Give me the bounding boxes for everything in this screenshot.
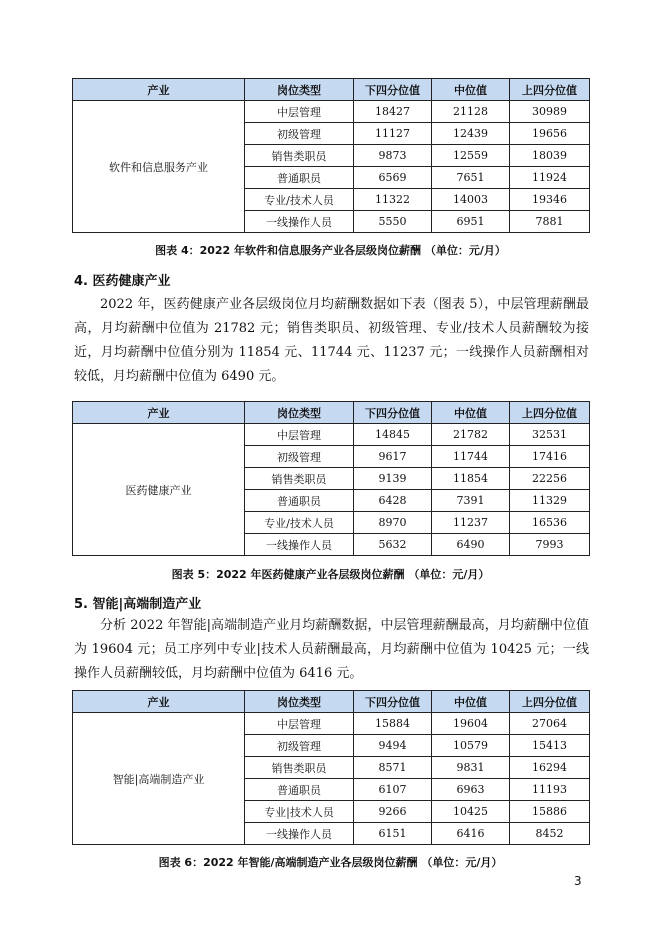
- median-cell: 12439: [432, 123, 510, 145]
- lower-quartile-cell: 15884: [354, 713, 432, 735]
- lower-quartile-cell: 18427: [354, 101, 432, 123]
- position-cell: 销售类职员: [245, 757, 354, 779]
- industry-cell: 医药健康产业: [73, 424, 245, 556]
- lower-quartile-cell: 6151: [354, 823, 432, 845]
- position-cell: 中层管理: [245, 101, 354, 123]
- position-cell: 专业|技术人员: [245, 801, 354, 823]
- header-industry: 产业: [73, 402, 245, 424]
- lower-quartile-cell: 14845: [354, 424, 432, 446]
- upper-quartile-cell: 19346: [510, 189, 590, 211]
- position-cell: 初级管理: [245, 735, 354, 757]
- section-heading: 4. 医药健康产业: [74, 274, 171, 289]
- median-cell: 7651: [432, 167, 510, 189]
- upper-quartile-cell: 16294: [510, 757, 590, 779]
- median-cell: 11237: [432, 512, 510, 534]
- position-cell: 专业/技术人员: [245, 189, 354, 211]
- position-cell: 销售类职员: [245, 468, 354, 490]
- header-upper-quartile: 上四分位值: [510, 79, 590, 101]
- salary-table-pharma: [72, 401, 590, 556]
- upper-quartile-cell: 19656: [510, 123, 590, 145]
- upper-quartile-cell: 11193: [510, 779, 590, 801]
- median-cell: 21782: [432, 424, 510, 446]
- header-position-type: 岗位类型: [245, 402, 354, 424]
- position-cell: 普通职员: [245, 167, 354, 189]
- lower-quartile-cell: 11322: [354, 189, 432, 211]
- median-cell: 6963: [432, 779, 510, 801]
- salary-table-manufacturing: [72, 690, 590, 845]
- header-median: 中位值: [432, 402, 510, 424]
- header-lower-quartile: 下四分位值: [354, 691, 432, 713]
- median-cell: 11854: [432, 468, 510, 490]
- upper-quartile-cell: 30989: [510, 101, 590, 123]
- lower-quartile-cell: 9139: [354, 468, 432, 490]
- position-cell: 普通职员: [245, 490, 354, 512]
- position-cell: 专业/技术人员: [245, 512, 354, 534]
- salary-table-software: [72, 78, 590, 233]
- table-caption: 图表 5：2022 年医药健康产业各层级岗位薪酬 （单位：元/月）: [171, 568, 490, 581]
- upper-quartile-cell: 16536: [510, 512, 590, 534]
- median-cell: 10579: [432, 735, 510, 757]
- lower-quartile-cell: 6107: [354, 779, 432, 801]
- section-paragraph: [74, 293, 589, 389]
- upper-quartile-cell: 18039: [510, 145, 590, 167]
- upper-quartile-cell: 7881: [510, 211, 590, 233]
- median-cell: 6490: [432, 534, 510, 556]
- header-upper-quartile: 上四分位值: [510, 402, 590, 424]
- header-industry: 产业: [73, 79, 245, 101]
- median-cell: 11744: [432, 446, 510, 468]
- industry-cell: 智能|高端制造产业: [73, 713, 245, 845]
- table-row: [73, 101, 590, 123]
- upper-quartile-cell: 15413: [510, 735, 590, 757]
- upper-quartile-cell: 15886: [510, 801, 590, 823]
- upper-quartile-cell: 27064: [510, 713, 590, 735]
- table-row: [73, 424, 590, 446]
- median-cell: 6951: [432, 211, 510, 233]
- table-header-row: [73, 79, 590, 101]
- position-cell: 中层管理: [245, 424, 354, 446]
- lower-quartile-cell: 5550: [354, 211, 432, 233]
- position-cell: 一线操作人员: [245, 211, 354, 233]
- median-cell: 14003: [432, 189, 510, 211]
- header-median: 中位值: [432, 79, 510, 101]
- position-cell: 一线操作人员: [245, 823, 354, 845]
- position-cell: 一线操作人员: [245, 534, 354, 556]
- table-header-row: [73, 402, 590, 424]
- table-caption: 图表 6：2022 年智能/高端制造产业各层级岗位薪酬 （单位：元/月）: [158, 856, 503, 869]
- median-cell: 10425: [432, 801, 510, 823]
- header-position-type: 岗位类型: [245, 691, 354, 713]
- upper-quartile-cell: 32531: [510, 424, 590, 446]
- median-cell: 9831: [432, 757, 510, 779]
- paragraph-text: 2022 年，医药健康产业各层级岗位月均薪酬数据如下表（图表 5），中层管理薪酬最高，月均薪酬中位值为 21782 元；销售类职员、初级管理、专业/技术人员薪酬较为接近，月均薪酬中位值分别为 11854 元、11744 元、11237 元；一线操作人员薪酬相对较低，月均薪酬中位值为 6490 元。: [74, 297, 589, 384]
- upper-quartile-cell: 7993: [510, 534, 590, 556]
- paragraph-text: 分析 2022 年智能|高端制造产业月均薪酬数据，中层管理薪酬最高，月均薪酬中位值为 19604 元；员工序列中专业|技术人员薪酬最高，月均薪酬中位值为 10425 元；一线操作人员薪酬较低，月均薪酬中位值为 6416 元。: [74, 618, 589, 681]
- table-header-row: [73, 691, 590, 713]
- header-upper-quartile: 上四分位值: [510, 691, 590, 713]
- lower-quartile-cell: 6428: [354, 490, 432, 512]
- lower-quartile-cell: 11127: [354, 123, 432, 145]
- median-cell: 7391: [432, 490, 510, 512]
- position-cell: 初级管理: [245, 446, 354, 468]
- position-cell: 初级管理: [245, 123, 354, 145]
- section-paragraph: [74, 614, 589, 686]
- page-number: 3: [574, 874, 582, 888]
- median-cell: 12559: [432, 145, 510, 167]
- median-cell: 19604: [432, 713, 510, 735]
- median-cell: 21128: [432, 101, 510, 123]
- position-cell: 普通职员: [245, 779, 354, 801]
- header-lower-quartile: 下四分位值: [354, 402, 432, 424]
- position-cell: 中层管理: [245, 713, 354, 735]
- lower-quartile-cell: 5632: [354, 534, 432, 556]
- upper-quartile-cell: 17416: [510, 446, 590, 468]
- upper-quartile-cell: 22256: [510, 468, 590, 490]
- industry-cell: 软件和信息服务产业: [73, 101, 245, 233]
- lower-quartile-cell: 9617: [354, 446, 432, 468]
- lower-quartile-cell: 6569: [354, 167, 432, 189]
- header-median: 中位值: [432, 691, 510, 713]
- section-heading: 5. 智能|高端制造产业: [74, 597, 202, 612]
- header-industry: 产业: [73, 691, 245, 713]
- table-caption: 图表 4：2022 年软件和信息服务产业各层级岗位薪酬 （单位：元/月）: [155, 244, 506, 257]
- upper-quartile-cell: 11924: [510, 167, 590, 189]
- table-row: [73, 713, 590, 735]
- lower-quartile-cell: 9266: [354, 801, 432, 823]
- lower-quartile-cell: 8970: [354, 512, 432, 534]
- header-lower-quartile: 下四分位值: [354, 79, 432, 101]
- median-cell: 6416: [432, 823, 510, 845]
- lower-quartile-cell: 9873: [354, 145, 432, 167]
- position-cell: 销售类职员: [245, 145, 354, 167]
- upper-quartile-cell: 8452: [510, 823, 590, 845]
- lower-quartile-cell: 8571: [354, 757, 432, 779]
- header-position-type: 岗位类型: [245, 79, 354, 101]
- upper-quartile-cell: 11329: [510, 490, 590, 512]
- lower-quartile-cell: 9494: [354, 735, 432, 757]
